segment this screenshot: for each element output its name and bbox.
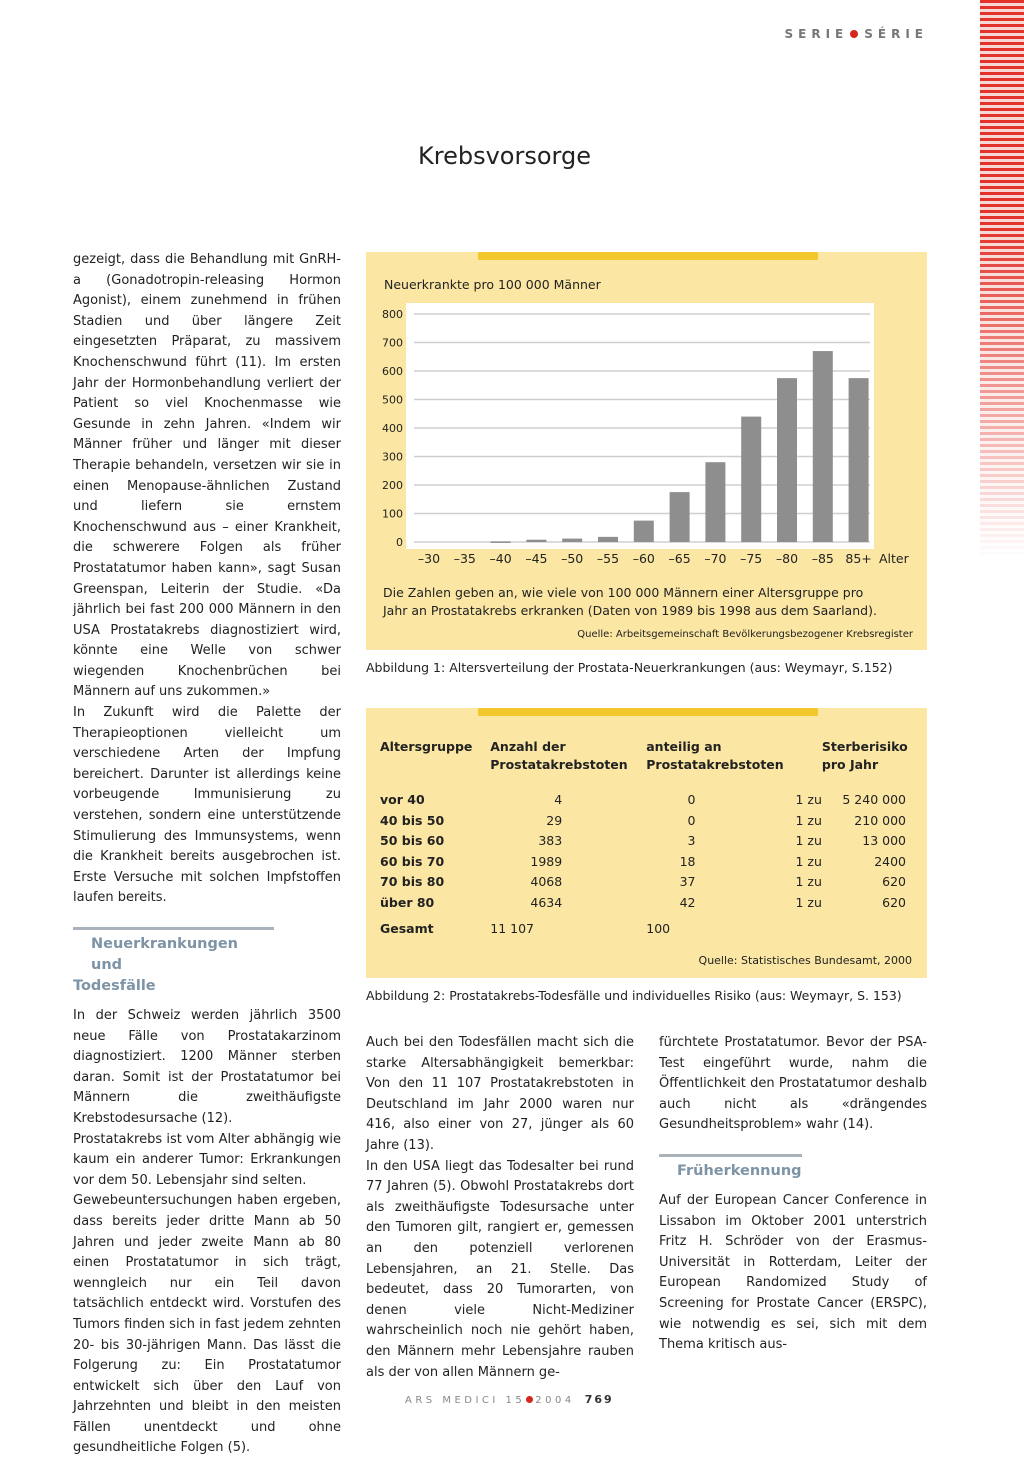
table-cell: [568, 874, 646, 895]
table-cell: 11 107: [490, 921, 534, 936]
chart-note-line: Jahr an Prostatakrebs erkranken (Daten von 1989 bis 1998 aus dem Saarland).: [383, 603, 877, 618]
x-tick-label: –50: [561, 551, 584, 566]
x-tick-label: –30: [417, 551, 441, 566]
table-total-row: [380, 915, 920, 942]
bar: [526, 540, 546, 542]
table-cell: 4: [554, 792, 563, 807]
table-cell: 13 000: [862, 833, 906, 848]
y-tick-label: 600: [382, 365, 403, 378]
table-row: [380, 854, 920, 875]
section-heading-line: Neuerkrankungen und: [91, 936, 239, 973]
bar: [598, 537, 618, 542]
paragraph: In den USA liegt das Todesalter bei rund 77 Jahren (5). Obwohl Prostatakrebs dort als zweithäufigste Todesursache unter den Tumoren gilt, rangiert er, gemessen an den potenziell verlorenen Lebensjahren, an 21. Stelle. Das bedeutet, dass 20 Tumorarten, von denen viele Nicht-Mediziner wahrscheinlich noch nie gehört haben, den Männern mehr Lebensjahre rauben als der von allen Männern ge-: [366, 1158, 634, 1380]
table-cell: 5 240 000: [842, 792, 906, 807]
table-cell: 620: [882, 894, 906, 910]
x-tick-label: 85+: [845, 551, 872, 566]
bar: [670, 492, 690, 542]
series-label-left: SERIE: [784, 27, 849, 41]
text-column-3: [659, 1033, 927, 1356]
table-row: [380, 895, 920, 916]
table-cell: 40 bis 50: [380, 812, 445, 828]
table-cell: 0: [687, 812, 696, 828]
table-cell: [568, 833, 646, 854]
section-heading-neuerkrankungen: [73, 927, 274, 997]
text-column-1: [73, 250, 341, 1459]
chart-note: [383, 584, 877, 620]
table-cell: 4634: [530, 894, 563, 910]
paragraph: In Zukunft wird die Palette der Therapieoptionen vielleicht um verschiedene Arten der Impfung bereichert. Darunter ist allerdings keine vorbeugende Immunisierung zu verstehen, sondern eine unterstützende Stimulierung des Immunsystems, wenn die Krankheit bereits ausgebrochen ist. Erste Versuche mit solchen Impfstoffen laufen bereits.: [73, 705, 341, 906]
y-tick-label: 300: [382, 450, 403, 464]
series-label: [785, 27, 929, 41]
x-tick-label: –75: [740, 551, 763, 566]
mortality-table: [380, 738, 920, 942]
table-cell: 29: [546, 812, 563, 828]
paragraph: Prostatakrebs ist vom Alter abhängig wie kaum ein anderer Tumor: Erkrankungen vor dem 50. Lebensjahr sind selten.: [73, 1131, 341, 1188]
y-tick-label: 0: [396, 536, 403, 549]
chart-source: Quelle: Arbeitsgemeinschaft Bevölkerungsbezogener Krebsregister: [577, 629, 913, 640]
table-cell: 4068: [530, 874, 563, 889]
bar-chart: [366, 297, 927, 617]
table-cell: 0: [687, 792, 696, 807]
table-cell: 1 zu: [795, 833, 822, 848]
x-tick-label: –70: [704, 551, 727, 566]
x-tick-label: –35: [453, 551, 476, 566]
y-tick-label: 800: [382, 308, 403, 321]
y-tick-label: 200: [382, 479, 403, 492]
page-number: 769: [584, 1393, 614, 1406]
x-tick-label: –65: [668, 551, 691, 566]
page-footer: [405, 1393, 614, 1406]
bar: [813, 351, 833, 542]
x-tick-label: –80: [775, 551, 799, 566]
paragraph: Auch bei den Todesfällen macht sich die starke Altersabhängigkeit bemerkbar: Von den 11 107 Prostatakrebstoten in Deutschland im Jahr 2000 waren nur 416, also einer von 27, jünger als 60 Jahre (13).: [366, 1035, 634, 1153]
x-tick-label: –85: [811, 551, 834, 566]
table-cell: 2400: [874, 853, 906, 869]
red-dot-icon: [526, 1396, 533, 1403]
page-title: Krebsvorsorge: [418, 142, 591, 170]
table-row: [380, 874, 920, 895]
table-cell: 1 zu: [795, 853, 822, 869]
x-tick-label: –40: [489, 551, 512, 566]
table-cell: 37: [679, 874, 696, 889]
paragraph: Auf der European Cancer Conference in Lissabon im Oktober 2001 unterstrich Fritz H. Schröder von der Erasmus-Universität in Rotterdam, Leiter der European Randomized Study of Screening for Prostate Cancer (ERSPC), wie notwendig es sei, sich mit dem Thema kritisch aus-: [659, 1192, 927, 1353]
table-cell: 3: [687, 833, 696, 848]
chart-title: Neuerkrankte pro 100 000 Männer: [384, 277, 601, 292]
table-cell: 60 bis 70: [380, 853, 445, 869]
bar: [562, 539, 582, 542]
column-header: Altersgruppe: [380, 739, 473, 754]
red-dot-icon: [850, 30, 858, 38]
table-header-row: [380, 738, 920, 792]
table-cell: 100: [646, 921, 671, 936]
table-cell: 1 zu: [795, 874, 822, 889]
y-tick-label: 700: [382, 336, 403, 350]
table-cell: vor 40: [380, 792, 425, 807]
table-cell: [568, 792, 646, 813]
section-heading-frueherkennung: Früherkennung: [659, 1154, 802, 1182]
bar: [777, 378, 797, 542]
x-axis-label: Alter: [879, 551, 909, 566]
table-cell: [568, 813, 646, 834]
bar: [491, 541, 511, 543]
table-cell: 1989: [530, 853, 563, 869]
x-tick-label: –45: [525, 551, 548, 566]
table-cell: 50 bis 60: [380, 833, 445, 848]
table-cell: 620: [882, 874, 906, 889]
table-cell: 1 zu: [795, 894, 822, 910]
table-cell: über 80: [380, 894, 435, 910]
bar: [849, 378, 869, 542]
figure-1-caption: Abbildung 1: Altersverteilung der Prostata-Neuerkrankungen (aus: Weymayr, S.152): [366, 660, 893, 675]
table-row: [380, 813, 920, 834]
paragraph: In der Schweiz werden jährlich 3500 neue Fälle von Prostatakarzinom diagnostiziert. 1200 Männer sterben daran. Somit ist der Prostatatumor bei Männern die zweithäufigste Krebstodesursache (12).: [73, 1008, 341, 1126]
table-cell: [568, 895, 646, 916]
plot-area: [406, 303, 874, 549]
table-cell: [568, 854, 646, 875]
table-row: [380, 833, 920, 854]
table-source: Quelle: Statistisches Bundesamt, 2000: [698, 954, 912, 967]
table-cell: 1 zu: [795, 792, 822, 807]
table-cell: 18: [679, 853, 696, 869]
journal-name: ARS MEDICI 15: [405, 1395, 526, 1406]
y-tick-label: 100: [382, 507, 403, 521]
y-tick-label: 500: [382, 393, 403, 407]
table-cell: 70 bis 80: [380, 874, 445, 889]
chart-box: [366, 252, 927, 650]
box-accent-stripe: [478, 252, 818, 260]
y-tick-label: 400: [382, 422, 403, 435]
x-tick-label: –60: [632, 551, 655, 566]
paragraph: gezeigt, dass die Behandlung mit GnRH-a (Gonadotropin-releasing Hormon Agonist), einem zunehmend in frühen Stadien und über längere Zeit eingesetzten Präparat, zu massivem Knochenschwund führt (11). Im ersten Jahr der Hormonbehandlung verliert der Patient so viel Knochenmasse wie Gesunde in zehn Jahren. «Indem wir Männer früher und länger mit dieser Therapie behandeln, versetzen wir sie in einen Menopause-ähnlichen Zustand und liefern sie ernstem Knochenschwund aus – einer Krankheit, die schwerere Folgen als früher Prostatatumor haben kann», sagt Susan Greenspan, Leiterin der Studie. «Da jährlich bei fast 200 000 Männern in den USA Prostatakrebs diagnostiziert wird, könnte eine Welle von schwer wiegenden Knochenbrüchen bei Männern auf uns zukommen.»: [73, 252, 341, 700]
column-header: Sterberisiko pro Jahr: [821, 739, 908, 772]
table-cell: 383: [538, 833, 563, 848]
bar: [634, 521, 654, 542]
table-cell: 1 zu: [795, 812, 822, 828]
bar: [741, 417, 761, 542]
box-accent-stripe: [478, 708, 818, 716]
column-header: Anzahl der Prostatakrebstoten: [490, 739, 628, 772]
figure-2-caption: Abbildung 2: Prostatakrebs-Todesfälle und individuelles Risiko (aus: Weymayr, S. 153): [366, 988, 902, 1003]
bar: [705, 462, 725, 542]
table-cell: 210 000: [854, 812, 906, 828]
x-tick-label: –55: [596, 551, 620, 566]
column-header: anteilig an Prostatakrebstoten: [646, 739, 784, 772]
series-label-right: SÉRIE: [864, 27, 928, 41]
table-cell: Gesamt: [380, 921, 434, 936]
paragraph: Gewebeuntersuchungen haben ergeben, dass bereits jeder dritte Mann ab 50 Jahren und jeder zweite Mann ab 80 einen Prostatatumor in sich trägt, wenngleich nur ein Teil davon tatsächlich entdeckt wird. Vorstufen des Tumors finden sich in fast jedem zehnten 20- bis 30-jährigen Mann. Das lässt die Folgerung zu: Ein Prostatatumor entwickelt sich über den Lauf von Jahrzehnten und bleibt in den meisten Fällen unentdeckt und ohne gesundheitliche Folgen (5).: [73, 1193, 341, 1456]
section-heading-line: Todesfälle: [73, 978, 156, 994]
table-row: [380, 792, 920, 813]
text-column-2: [366, 1033, 634, 1383]
journal-year: 2004: [535, 1395, 575, 1406]
chart-note-line: Die Zahlen geben an, wie viele von 100 000 Männern einer Altersgruppe pro: [383, 585, 864, 600]
decorative-red-stripe: [980, 0, 1024, 560]
table-box: [366, 708, 927, 978]
paragraph: fürchtete Prostatatumor. Bevor der PSA-Test eingeführt wurde, nahm die Öffentlichkeit den Prostatatumor deshalb auch nicht als «drängendes Gesundheitsproblem» wahr (14).: [659, 1035, 927, 1133]
table-cell: 42: [679, 894, 696, 910]
